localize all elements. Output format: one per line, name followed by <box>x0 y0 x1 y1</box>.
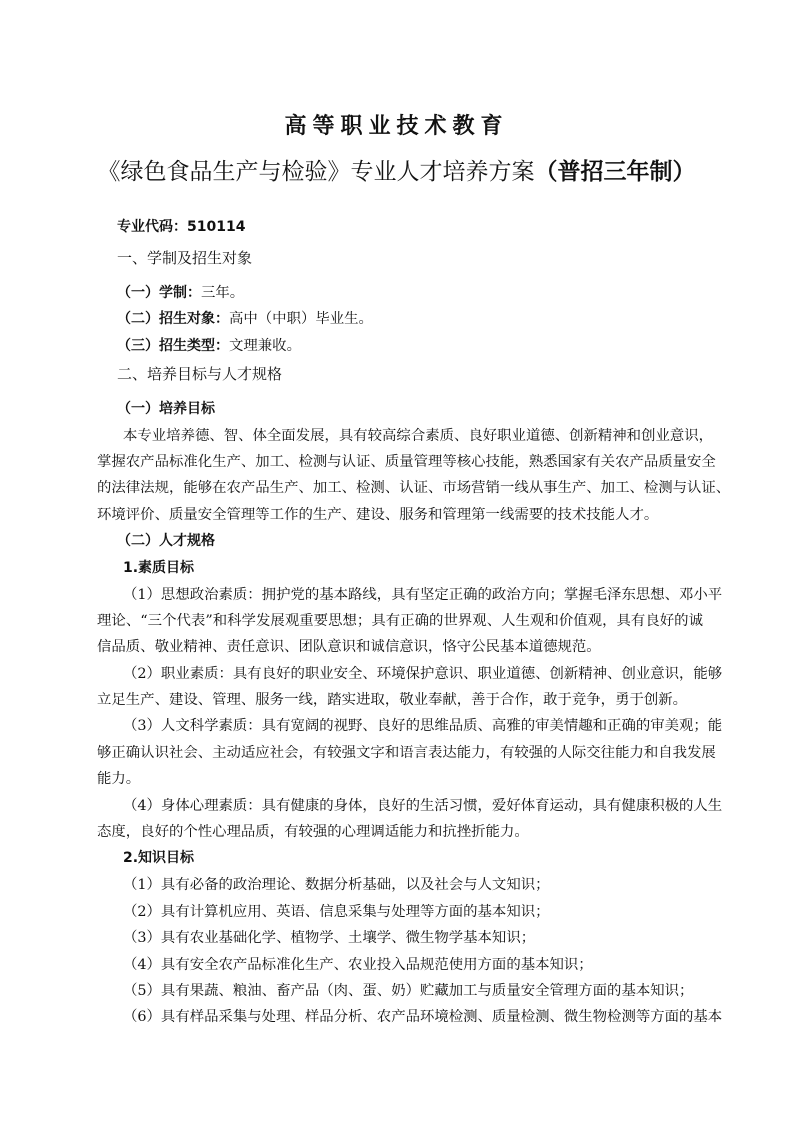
subheading-training-goal: （一）培养目标 <box>117 401 215 418</box>
knowledge-item: （5）具有果蔬、粮油、畜产品（肉、蛋、奶）贮藏加工与质量安全管理方面的基本知识； <box>123 982 694 999</box>
quality-paragraph: （1）思想政治素质：拥护党的基本路线，具有坚定正确的政治方向；掌握毛泽东思想、邓小平 理论、“三个代表”和科学发展观重要思想；具有正确的世界观、人生观和价值观，具有良好的诚 信品质、敬业精神、责任意识、团队意识和诚信意识，恪守公民基本道德规范。 <box>97 586 723 656</box>
quality-paragraph: （3）人文科学素质：具有宽阔的视野、良好的思维品质、高雅的审美情趣和正确的审美观；能 够正确认识社会、主动适应社会，有较强文字和语言表达能力，有较强的人际交往能力和自我发展 能力。 <box>97 718 723 788</box>
knowledge-goals-heading: 2.知识目标 <box>123 850 195 867</box>
enrollment-target-item: （二）招生对象：高中（中职）毕业生。 <box>117 311 373 328</box>
subtitle-main: 《绿色食品生产与检验》专业人才培养方案 <box>97 159 535 185</box>
document-subtitle <box>0 155 793 189</box>
quality-paragraph: （2）职业素质：具有良好的职业安全、环境保护意识、职业道德、创新精神、创业意识，能够 立足生产、建设、管理、服务一线，踏实进取，敬业奉献，善于合作，敢于竞争，勇于创新。 <box>97 665 723 709</box>
knowledge-item: （3）具有农业基础化学、植物学、土壤学、微生物学基本知识； <box>123 930 536 947</box>
knowledge-list <box>97 872 723 1030</box>
document-title: 高等职业技术教育 <box>284 114 509 139</box>
knowledge-item: （2）具有计算机应用、英语、信息采集与处理等方面的基本知识； <box>123 903 550 920</box>
subheading-talent-spec: （二）人才规格 <box>117 533 215 550</box>
quality-goals-heading: 1.素质目标 <box>123 559 195 576</box>
program-code: 专业代码：510114 <box>117 219 246 235</box>
knowledge-item: （1）具有必备的政治理论、数据分析基础，以及社会与人文知识； <box>123 877 550 894</box>
training-goal-paragraph: 本专业培养德、智、体全面发展，具有较高综合素质、良好职业道德、创新精神和创业意识， 掌握农产品标准化生产、加工、检测与认证、质量管理等核心技能，熟悉国家有关农产品质量安全 的法律法规，能够在农产品生产、加工、检测、认证、市场营销一线从事生产、加工、检测与认证、 环境评价、质量安全管理等工作的生产、建设、服务和管理第一线需要的技术技能人才。 <box>97 427 731 523</box>
document-body <box>97 214 731 1031</box>
subtitle-program-type: （普招三年制） <box>534 159 696 185</box>
quality-paragraph: （4）身体心理素质：具有健康的身体，良好的生活习惯，爱好体育运动，具有健康积极的人生 态度，良好的个性心理品质，有较强的心理调适能力和抗挫折能力。 <box>97 797 723 841</box>
knowledge-item: （4）具有安全农产品标准化生产、农业投入品规范使用方面的基本知识； <box>123 956 593 973</box>
duration-item: （一）学制：三年。 <box>117 285 245 301</box>
knowledge-item: （6）具有样品采集与处理、样品分析、农产品环境检测、质量检测、微生物检测等方面的基本 <box>123 1009 723 1026</box>
enrollment-type-item: （三）招生类型：文理兼收。 <box>117 337 301 354</box>
section-heading-1: 一、学制及招生对象 <box>117 249 253 267</box>
section-heading-2: 二、培养目标与人才规格 <box>117 365 283 384</box>
